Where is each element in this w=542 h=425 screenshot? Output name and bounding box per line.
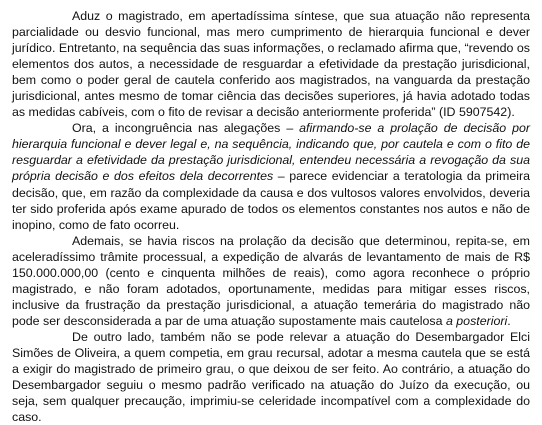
paragraph-italic-text: afirmando-se a prolação de decisão por hierarquia funcional e dever legal e, na sequência, indicando que, por cautela e com o fito de resguardar a efetividade da prestação jurisdicional, entendeu necessária a revogação da sua própria decisão e dos efeitos dela decorrentes bbox=[12, 121, 530, 184]
paragraph-text: – parece evidenciar a teratologia da primeira decisão, que, em razão da complexidade da causa e dos vultosos valores envolvidos, deveria ter sido proferida após exame apurado de todos os elementos constantes nos autos e não de inopino, como de fato ocorreu. bbox=[12, 169, 530, 232]
paragraph-text: De outro lado, também não se pode relevar a atuação do Desembargador Elci Simões de Oliveira, a quem competia, em grau recursal, adotar a mesma cautela que se está a exigir do magistrado de primeiro grau, o que deixou de ser feito. Ao contrário, a atuação do Desembargador seguiu o mesmo padrão verificado na atuação do Juízo da execução, ou seja, sem qualquer precaução, imprimiu-se celeridade incompatível com a complexidade do caso. bbox=[12, 329, 530, 425]
paragraph-text: Aduz o magistrado, em apertadíssima síntese, que sua atuação não representa parcialidade ou desvio funcional, mas mero cumprimento de hierarquia funcional e dever jurídico. Entretanto, na sequência das suas informações, o reclamado afirma que, “revendo os elementos dos autos, a necessidade de resguardar a efetividade da prestação jurisdicional, bem como o poder geral de cautela conferido aos magistrados, na vanguarda da prestação jurisdicional, antes mesmo de tomar ciência das decisões superiores, já havia adotado todas as medidas cabíveis, com o fito de revisar a decisão anteriormente proferida” (ID 5907542). bbox=[12, 9, 530, 120]
paragraph-desembargador bbox=[12, 329, 530, 425]
paragraph-text: . bbox=[507, 313, 511, 328]
paragraph-text: Ora, a incongruência nas alegações – bbox=[72, 121, 300, 136]
paragraph-text: Ademais, se havia riscos na prolação da decisão que determinou, repita-se, em aceleradíssimo trâmite processual, a expedição de alvarás de levantamento de mais de R$ 150.000.000,00 (cento e cinquenta milhões de reais), como agora reconhece o próprio magistrado, e não foram adotados, oportunamente, medidas para mitigar esses riscos, inclusive da frustração da prestação jurisdicional, a atuação temerária do magistrado não pode ser desconsiderada a par de uma atuação supostamente mais cautelosa bbox=[12, 233, 530, 328]
paragraph-incongruence bbox=[12, 120, 530, 232]
paragraph-magistrate-claim bbox=[12, 8, 530, 120]
paragraph-italic-text: a posteriori bbox=[445, 313, 508, 328]
paragraph-risks bbox=[12, 233, 530, 329]
